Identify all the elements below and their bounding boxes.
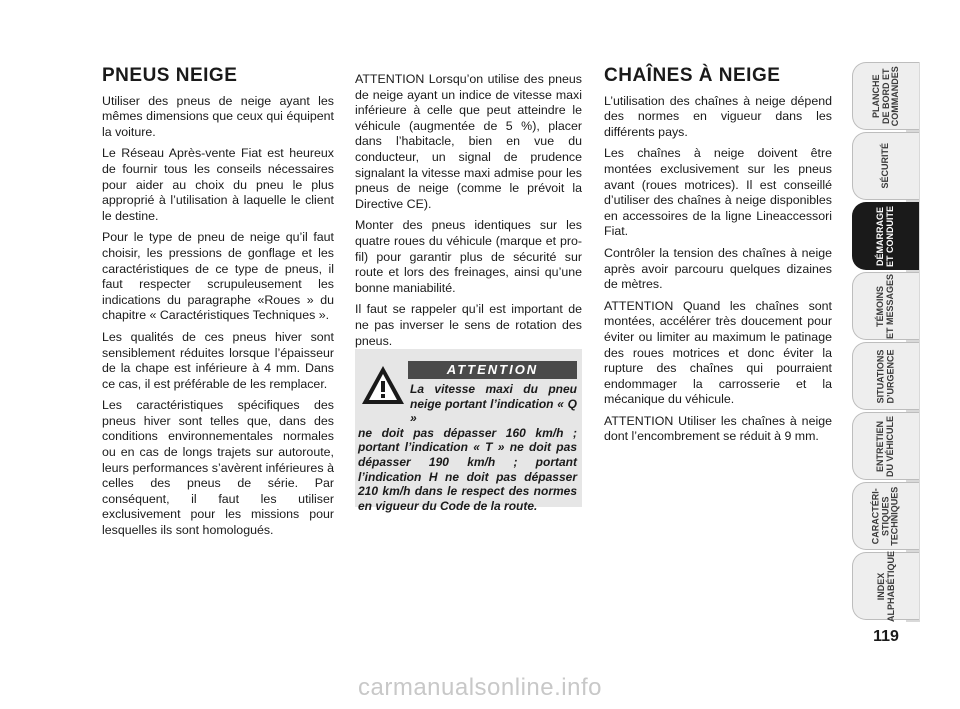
section-snow-tires-continued [355,72,582,355]
warning-banner: ATTENTION [408,361,577,379]
tab-planche-de-bord[interactable] [852,62,919,130]
tab-label: SITUATIONS D’URGENCE [875,348,895,404]
section-snow-tires [102,65,334,545]
tab-label: SÉCURITÉ [880,143,891,189]
paragraph: Les caractéristiques spécifiques des pneus hiver sont telles que, dans des conditions environnementales normales ou en cas de longs trajets sur autoroute, leurs performances s’avèrent inférieures à celles des pneus de série. Par conséquent, il faut les utiliser exclusivement pour les missions pour lesquelles ils sont homologués. [102,398,334,538]
tab-situations-d-urgence[interactable] [852,342,919,410]
warning-text [355,382,577,513]
tab-index-alphabetique[interactable] [852,552,919,620]
warning-text-rest: ne doit pas dépasser 160 km/h ; portant l’indication « T » ne doit pas dépasser 190 km/h ; portant l’indication H ne doit pas dépasser 210 km/h dans le respect des normes en vigueur du Code de la route. [358,425,577,513]
tab-label: CARACTÉRI- STIQUES TECHNIQUES [870,486,900,546]
warning-text-first: La vitesse maxi du pneu neige portant l’indication « Q » [410,382,577,426]
section-snow-chains [604,65,832,451]
section-title: PNEUS NEIGE [102,65,238,86]
tab-caracteristiques-techniques[interactable] [852,482,919,550]
watermark: carmanualsonline.info [358,674,602,701]
paragraph: Monter des pneus identiques sur les quatre roues du véhicule (marque et pro-fil) pour garantir plus de sécurité sur route et lors des freinages, ainsi qu’une bonne maniabilité. [355,218,582,295]
paragraph: ATTENTION Quand les chaînes sont montées, accélérer très doucement pour éviter ou limiter au maximum le patinage des roues motrices et donc éviter la rupture des chaînes qui pourraient endommager la carrosserie et la mécanique du véhicule. [604,298,832,407]
tab-label: INDEX ALPHABÉTIQUE [875,550,896,622]
paragraph: Le Réseau Après-vente Fiat est heureux de fournir tous les conseils nécessaires pour aider au choix du pneu le plus approprié à l’utilisation à laquelle le client le destine. [102,146,334,223]
section-title: CHAÎNES À NEIGE [604,65,781,86]
paragraph: Contrôler la tension des chaînes à neige après avoir parcouru quelques dizaines de mètres. [604,245,832,292]
tab-temoins-et-messages[interactable] [852,272,919,340]
paragraph: Les qualités de ces pneus hiver sont sensiblement réduites lorsque l’épaisseur de la chape est inférieure à 4 mm. Dans ce cas, il est préférable de les remplacer. [102,329,334,391]
paragraph: Pour le type de pneu de neige qu’il faut choisir, les pressions de gonflage et les caractéristiques de ce type de pneus, il faut respecter scrupuleusement les indications du paragraphe «Roues » du chapitre « Caractéristiques Techniques ». [102,230,334,323]
tab-demarrage-et-conduite[interactable] [852,202,919,270]
paragraph: Les chaînes à neige doivent être montées exclusivement sur les pneus avant (roues motrices). Il est conseillé d’utiliser des chaînes à neige disponibles en accessoires de la ligne Lineaccessori Fiat. [604,146,832,239]
tab-label: TÉMOINS ET MESSAGES [875,273,895,339]
tab-label: ENTRETIEN DU VÉHICULE [875,415,895,477]
warning-box [355,349,582,513]
paragraph: ATTENTION Utiliser les chaînes à neige dont l’encombrement se réduit à 9 mm. [604,413,832,444]
tab-label: DÉMARRAGE ET CONDUITE [875,205,895,267]
tab-entretien-du-vehicule[interactable] [852,412,919,480]
tab-securite[interactable] [852,132,919,200]
paragraph: Il faut se rappeler qu’il est important de ne pas inverser le sens de rotation des pneus. [355,302,582,348]
paragraph: L’utilisation des chaînes à neige dépend des normes en vigueur dans les différents pays. [604,93,832,139]
tab-label: PLANCHE DE BORD ET COMMANDES [870,66,900,126]
page-number: 119 [873,628,899,645]
paragraph: ATTENTION Lorsqu’on utilise des pneus de neige ayant un indice de vitesse maxi inférieure à celle que peut atteindre le véhicule (augmentée de 5 %), placer dans l’habitacle, bien en vue du conducteur, un signal de prudence signalant la vitesse maxi admise pour les pneus de neige (comme le prévoit la Directive CE). [355,72,582,211]
paragraph: Utiliser des pneus de neige ayant les mêmes dimensions que ceux qui équipent la voiture. [102,93,334,139]
